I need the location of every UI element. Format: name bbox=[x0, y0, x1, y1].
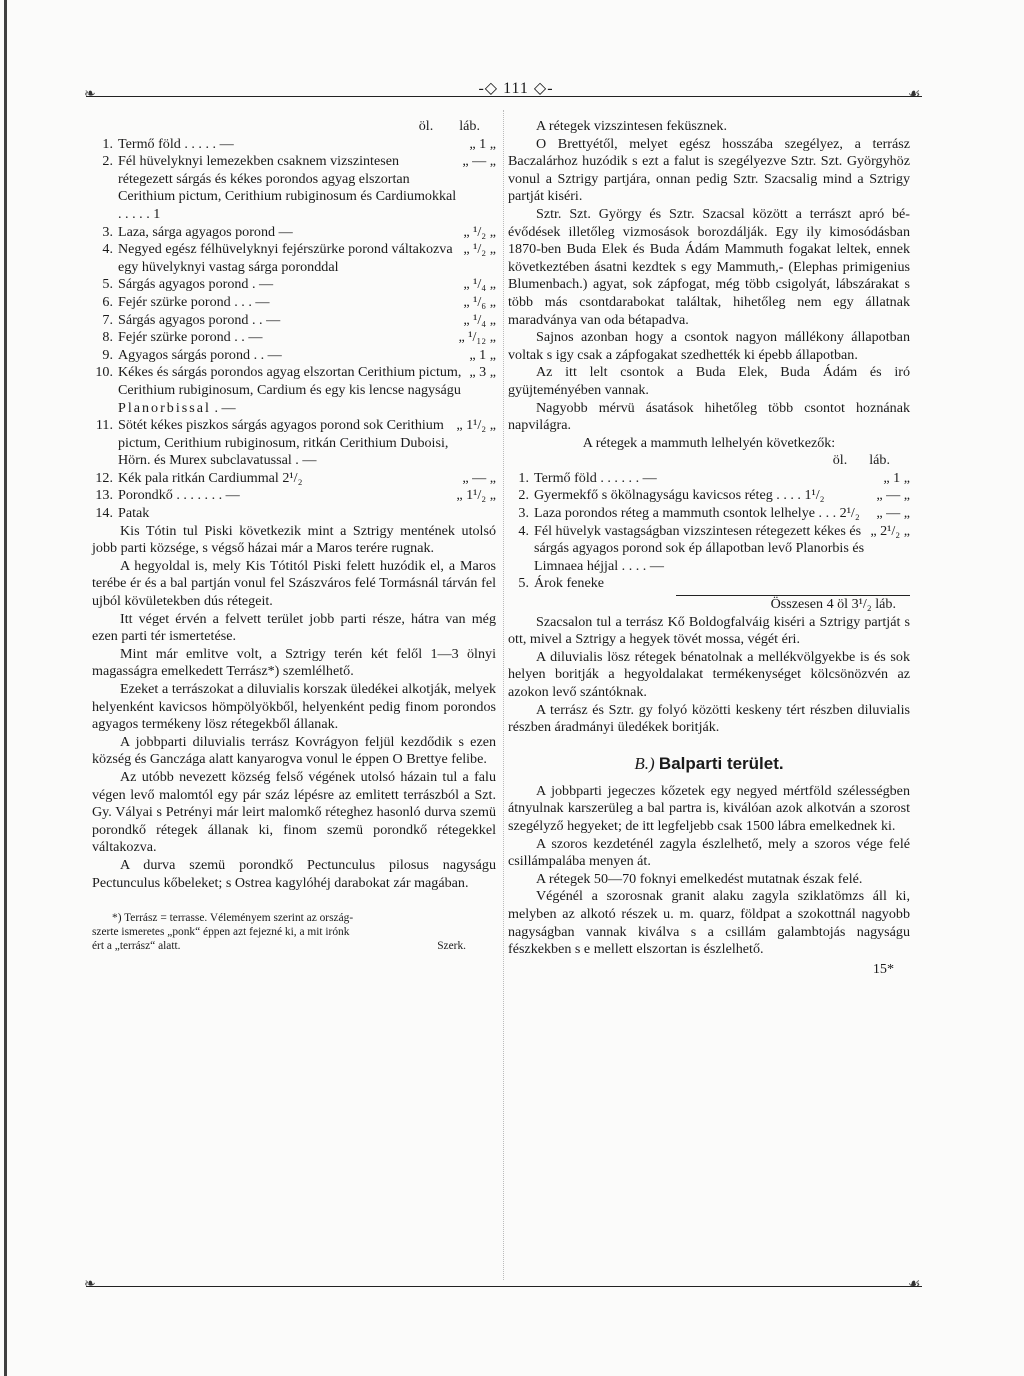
stratum-text: Gyermekfő s ökölnagyságu kavicsos réteg . . . . 1¹/₂ bbox=[534, 487, 825, 504]
corner-ornament-top-right: ☙ bbox=[908, 87, 921, 102]
stratum-number: 4. bbox=[518, 522, 529, 539]
paragraph: Sztr. Szt. György és Sztr. Szacsal között a terrászt apró bé-évődések illetőleg vizmosások borozdálják. Egy ily kimosódásban 1870-ben Buda Elek és Buda Ádám Mammuth fogakat leltek, ennek következtében ásatni kezdtek s egy Mammuth,- (Elephas primigenius Blumenbach.) agyat, sok zápfogat, még több csigolyát, lábszárakat s több más csontdarabokat találtak, hihetőleg nem egy állatnak maradványa van oda bétapadva. bbox=[508, 205, 910, 328]
stratum-number: 9. bbox=[102, 346, 113, 363]
scan-edge-rule bbox=[4, 0, 7, 1376]
stratum-value: „ ¹/₆ „ bbox=[463, 293, 496, 310]
section-title: Balparti terület. bbox=[658, 753, 784, 773]
stratum-number: 7. bbox=[102, 311, 113, 328]
corner-ornament-bottom-right: ☙ bbox=[908, 1277, 921, 1292]
stratum-value: „ ¹/₁₂ „ bbox=[458, 329, 496, 346]
unit-ol: öl. bbox=[832, 452, 848, 469]
stratum-number: 2. bbox=[102, 153, 113, 170]
stratum-item bbox=[92, 136, 496, 154]
stratum-item bbox=[92, 241, 496, 276]
stratum-item bbox=[92, 153, 496, 223]
stratum-number: 1. bbox=[102, 135, 113, 152]
paragraph: A rétegek a mammuth lelhelyén következők: bbox=[582, 434, 836, 451]
left-column bbox=[92, 118, 496, 954]
stratum-number: 10. bbox=[95, 364, 113, 381]
stratum-value: „ — „ bbox=[462, 469, 496, 486]
stratum-text: Sárgás agyagos porond . — bbox=[118, 276, 274, 293]
footer-rule bbox=[86, 1286, 922, 1287]
stratum-value: „ 1 „ bbox=[469, 346, 496, 363]
stratum-text-spaced: Planorbissal bbox=[118, 399, 211, 416]
header-rule bbox=[86, 96, 922, 97]
stratum-text: Laza, sárga agyagos porond — bbox=[118, 223, 293, 240]
section-marker: B.) bbox=[634, 753, 655, 773]
stratum-text: Patak bbox=[118, 505, 150, 522]
stratum-text: Fejér szürke porond . . — bbox=[118, 329, 263, 346]
paragraph: Szacsalon tul a terrász Kő Boldogfalváig kiséri a Sztrigy partját s ott, mivel a Sztrigy a hegyek tövét mossa, végét éri. bbox=[508, 613, 910, 648]
stratum-item bbox=[92, 347, 496, 365]
page-number: -◇ 111 ◇- bbox=[478, 80, 554, 97]
stratum-item bbox=[92, 329, 496, 347]
stratum-number: 6. bbox=[102, 293, 113, 310]
stratum-item bbox=[92, 417, 496, 470]
paragraph: Itt véget érvén a felvett terület jobb parti része, hátra van még ezen parti tér ismertetése. bbox=[92, 610, 496, 645]
stratum-item bbox=[92, 276, 496, 294]
stratum-number: 5. bbox=[518, 575, 529, 592]
stratum-value: „ 3 „ bbox=[469, 364, 496, 381]
unit-lab: láb. bbox=[869, 452, 890, 469]
stratum-number: 2. bbox=[518, 487, 529, 504]
stratum-number: 3. bbox=[518, 505, 529, 522]
stratum-item bbox=[92, 505, 496, 523]
stratum-text: Kék pala ritkán Cardiummal 2¹/₂ bbox=[118, 469, 303, 486]
stratum-item bbox=[508, 487, 910, 505]
stratum-value: „ — „ bbox=[876, 487, 910, 504]
corner-ornament-top-left: ❧ bbox=[84, 87, 96, 102]
stratum-number: 13. bbox=[95, 487, 113, 504]
right-column bbox=[508, 118, 910, 978]
signature-mark: 15* bbox=[872, 960, 894, 977]
stratum-number: 1. bbox=[518, 469, 529, 486]
stratum-value: „ ¹/₂ „ bbox=[463, 241, 496, 258]
paragraph: Nagyobb mérvü ásatások hihetőleg több csontot hoznának napvilágra. bbox=[508, 399, 910, 434]
paragraph: Ezeket a terrászokat a diluvialis korszak üledékei alkotják, melyek helyenként kavicsos hömpölyökből, helyenként pedig finom porondos agyagos termékeny lösz rétegekből állanak. bbox=[92, 681, 496, 733]
footnote-line: *) Terrász = terrasse. Véleményem szerint az ország- bbox=[112, 912, 354, 925]
footnote-line: szerte ismeretes „ponk“ éppen azt fejezné ki, a mit irónk bbox=[92, 925, 350, 938]
stratum-value: „ — „ bbox=[876, 505, 910, 522]
stratum-number: 11. bbox=[95, 417, 113, 434]
stratum-text-main: Kékes és sárgás porondos agyag elszortan Cerithium pictum, Cerithium rubiginosum, Cardium és egy kis lencse nagyságu bbox=[118, 364, 462, 398]
stratum-text: Fejér szürke porond . . . — bbox=[118, 293, 270, 310]
paragraph: Végénél a szorosnak granit alaku zagyla sziklatömzs áll ki, melyben az alkotó részek u. m. quarz, földpat a szokottnál nagyobb nagyságban vannak kiválva s a csillám galambtojás nagyságu fészkekben s e mellett elszortan is észlelhető. bbox=[508, 888, 910, 958]
units-header bbox=[508, 452, 910, 470]
paragraph: Kis Tótin tul Piski következik mint a Sztrigy mentének utolsó jobb parti községe, s végső házai már a Maros terére rugnak. bbox=[92, 522, 496, 557]
stratum-item bbox=[92, 224, 496, 242]
stratum-item bbox=[508, 470, 910, 488]
stratum-value: „ 1¹/₂ „ bbox=[456, 417, 496, 434]
paragraph: A jobbparti diluvialis terrász Kovrágyon feljül kezdődik s ezen község és Ganczága alatt kanyarogva vonul le éppen O Brettye felibe. bbox=[92, 733, 496, 768]
stratum-text-after: . — bbox=[214, 399, 236, 416]
paragraph: A terrász és Sztr. gy folyó közötti keskeny tért részben diluvialis részben áradmányi üledékek boritják. bbox=[508, 701, 910, 736]
stratum-item bbox=[508, 505, 910, 523]
stratum-text: Laza porondos réteg a mammuth csontok lelhelye . . . 2¹/₂ bbox=[534, 505, 860, 522]
stratum-item bbox=[508, 523, 910, 576]
paragraph: A rétegek vizszintesen feküsznek. bbox=[536, 118, 727, 134]
paragraph: A durva szemü porondkő Pectunculus pilosus nagyságu Pectunculus kőbeleket; s Ostrea kagylóhéj darabokat zár magában. bbox=[92, 856, 496, 891]
paragraph: Az utóbb nevezett község felső végének utolsó házain tul a falu végen levő malomtól egy pár száz lépésre az emlitett terrászból a Szt. Gy. Vályai s Petrényi már leirt malomkő réteghez hasonló durva szemü porondkő rétegek állanak ki, finom szemü porondkő rétegekkel váltakozva. bbox=[92, 768, 496, 856]
stratum-text: Negyed egész félhüvelyknyi fejérszürke porond váltakozva egy hüvelyknyi vastag sárga poronddal bbox=[118, 241, 453, 275]
stratum-text: Fél hüvelyknyi lemezekben csaknem vizszintesen rétegezett sárgás és kékes porondos agyag elszortan Cerithium pictum, Cerithium rubiginosum és Cardiumokkal . . . . . 1 bbox=[118, 153, 457, 222]
stratum-item bbox=[92, 312, 496, 330]
paragraph: A rétegek 50—70 foknyi emelkedést mutatnak észak felé. bbox=[536, 870, 863, 887]
stratum-value: „ 1 „ bbox=[883, 469, 910, 486]
paragraph: Sajnos azonban hogy a csontok nagyon mállékony állapotban voltak s igy csak a zápfogakat szedhették ki épebb állapotban. bbox=[508, 329, 910, 363]
paragraph: A diluvialis lösz rétegek bénatolnak a mellékvölgyekbe is és sok helyen boritják a hegyoldalakat termékenységet kölcsönözvén az azokon levő szántóknak. bbox=[508, 648, 910, 700]
paragraph: O Brettyétől, melyet egész hosszába szegélyez, a terrász Baczalárhoz huzódik s ezt a falut is szegélyezve Sztr. Szt. Györgyhöz vonul a Sztrigy partjára, onnan pedig Sztr. Szacsalig mind a Sztrigy partját kiséri. bbox=[508, 135, 910, 205]
paragraph: Mint már emlitve volt, a Sztrigy terén két felől 1—3 ölnyi magasságra emelkedett Terrász*) szemlélhető. bbox=[92, 645, 496, 680]
stratum-value: „ ¹/₂ „ bbox=[463, 223, 496, 240]
stratum-value: „ ¹/₄ „ bbox=[463, 311, 496, 328]
footnote-line: ért a „terrász“ alatt. bbox=[92, 939, 181, 952]
stratum-number: 4. bbox=[102, 241, 113, 258]
stratum-text bbox=[118, 364, 463, 417]
paragraph: A jobbparti jegeczes kőzetek egy negyed mértföld szélességben átnyulnak karszerüleg a bal partra is, kiválóan azok alkotván a szorost szegélyző hegyeket; de itt legfeljebb csak 1500 lábra emelkednek ki. bbox=[508, 782, 910, 834]
footnote-line-last bbox=[92, 940, 466, 954]
stratum-item bbox=[92, 470, 496, 488]
stratum-number: 14. bbox=[95, 505, 113, 522]
stratum-text: Agyagos sárgás porond . . — bbox=[118, 346, 282, 363]
stratum-text: Porondkő . . . . . . . — bbox=[118, 487, 240, 504]
stratum-item bbox=[508, 575, 910, 593]
footnote bbox=[92, 912, 496, 953]
stratum-number: 5. bbox=[102, 276, 113, 293]
stratum-value: „ ¹/₄ „ bbox=[463, 276, 496, 293]
stratum-text: Termő föld . . . . . — bbox=[118, 135, 234, 152]
unit-ol: öl. bbox=[418, 118, 434, 134]
stratum-item bbox=[92, 364, 496, 417]
total-row: Összesen 4 öl 3¹/₂ láb. bbox=[770, 596, 896, 613]
paragraph: A hegyoldal is, mely Kis Tótitól Piski felett huzódik el, a Maros terébe ér és a bal partján vonul fel Szászváros felé Tormásnál tárván fel ujból kövületekben dús rétegeit. bbox=[92, 557, 496, 610]
stratum-value: „ 1 „ bbox=[469, 135, 496, 152]
stratum-item bbox=[92, 487, 496, 505]
stratum-value: „ 2¹/₂ „ bbox=[870, 522, 910, 539]
unit-lab: láb. bbox=[459, 118, 480, 134]
stratum-number: 8. bbox=[102, 329, 113, 346]
stratum-item bbox=[92, 294, 496, 312]
stratum-value: „ 1¹/₂ „ bbox=[456, 487, 496, 504]
paragraph: Az itt lelt csontok a Buda Elek, Buda Ádám és iró gyüjteményében vannak. bbox=[508, 364, 910, 398]
stratum-number: 12. bbox=[95, 469, 113, 486]
stratum-number: 3. bbox=[102, 223, 113, 240]
corner-ornament-bottom-left: ❧ bbox=[84, 1277, 96, 1292]
section-heading bbox=[508, 754, 910, 774]
stratum-text: Fél hüvelyk vastagságban vizszintesen rétegezett kékes és sárgás agyagos porond sok ép állapotban levő Planorbis és Limnaea héjjal . . . . — bbox=[534, 522, 865, 574]
column-divider bbox=[503, 110, 504, 1280]
stratum-value: „ — „ bbox=[462, 153, 496, 170]
stratum-text: Sárgás agyagos porond . . — bbox=[118, 311, 281, 328]
stratum-text: Termő föld . . . . . . — bbox=[534, 469, 657, 486]
stratum-text: Sötét kékes piszkos sárgás agyagos porond sok Cerithium pictum, Cerithium rubiginosum, ritkán Cerithium Duboisi, Hörn. és Murex subclavatussal . — bbox=[118, 417, 449, 469]
paragraph: A szoros kezdeténél zagyla észlelhető, mely a szoros vége felé csillámpalába menyen át. bbox=[508, 835, 910, 870]
footnote-signature: Szerk. bbox=[437, 939, 466, 952]
units-header bbox=[92, 118, 496, 136]
stratum-text: Árok feneke bbox=[534, 575, 605, 592]
